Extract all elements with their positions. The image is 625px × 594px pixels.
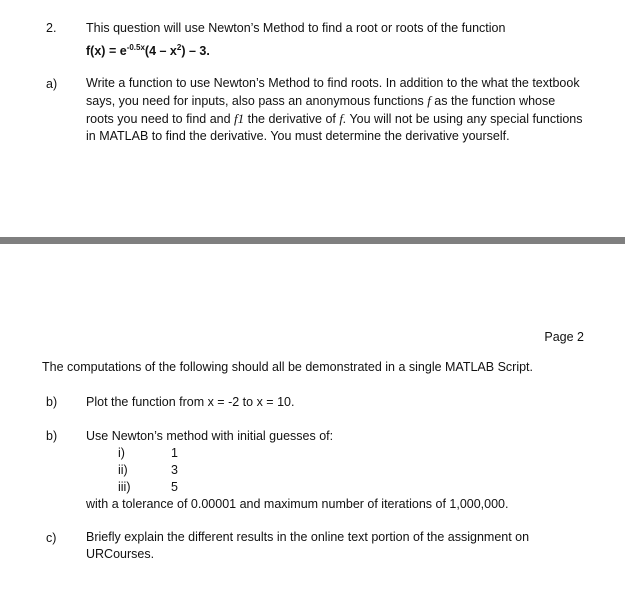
part-a-seg3: the derivative of bbox=[244, 112, 340, 126]
part-b2-text: Use Newton’s method with initial guesses of: bbox=[86, 429, 334, 443]
part-b2-label: b) bbox=[46, 429, 58, 443]
part-a-seg2: as the function whose roots you need to find and bbox=[86, 94, 556, 126]
function-formula bbox=[86, 39, 210, 60]
question-intro: This question will use Newton’s Method to find a root or roots of the function bbox=[86, 21, 506, 35]
guess-1-roman: i) bbox=[118, 446, 125, 460]
formula-square: 2 bbox=[176, 43, 182, 52]
computations-intro: The computations of the following should all be demonstrated in a single MATLAB Script. bbox=[42, 360, 534, 374]
part-b1-text: Plot the function from x = -2 to x = 10. bbox=[86, 395, 295, 409]
formula-equals: = bbox=[108, 44, 117, 58]
part-a-seg1: Write a function to use Newton’s Method to find roots. In addition to the what the textbook says, you need for inputs, also pass an anonymous functions bbox=[86, 76, 580, 108]
part-c-text: Briefly explain the different results in the online text portion of the assignment on URCourses. bbox=[86, 530, 530, 561]
question-number: 2. bbox=[46, 21, 57, 35]
formula-exponent: -0.5x bbox=[126, 43, 145, 52]
part-a-seg4: You will not be using any special functions in MATLAB to find the derivative. You must determine the derivative yourself. bbox=[86, 112, 583, 143]
part-c-label: c) bbox=[46, 531, 57, 545]
part-a-f1: f1 bbox=[234, 111, 245, 126]
part-a-f-again: f. bbox=[339, 111, 347, 126]
guess-2-value: 3 bbox=[171, 463, 178, 477]
part-b1-label: b) bbox=[46, 395, 58, 409]
formula-tail: ) – 3. bbox=[181, 44, 210, 58]
part-a-label: a) bbox=[46, 77, 58, 91]
guess-2-roman: ii) bbox=[118, 463, 128, 477]
formula-lhs: f(x) bbox=[86, 44, 106, 58]
page-divider bbox=[0, 237, 625, 244]
page-number: Page 2 bbox=[544, 330, 584, 344]
formula-base: e bbox=[119, 44, 127, 58]
guess-1-value: 1 bbox=[171, 446, 178, 460]
tolerance-text: with a tolerance of 0.00001 and maximum number of iterations of 1,000,000. bbox=[86, 497, 509, 511]
guess-3-value: 5 bbox=[171, 480, 178, 494]
formula-paren: (4 – x bbox=[144, 44, 177, 58]
part-a-text bbox=[86, 75, 586, 145]
guess-3-roman: iii) bbox=[118, 480, 131, 494]
part-a-f: f bbox=[427, 93, 431, 108]
